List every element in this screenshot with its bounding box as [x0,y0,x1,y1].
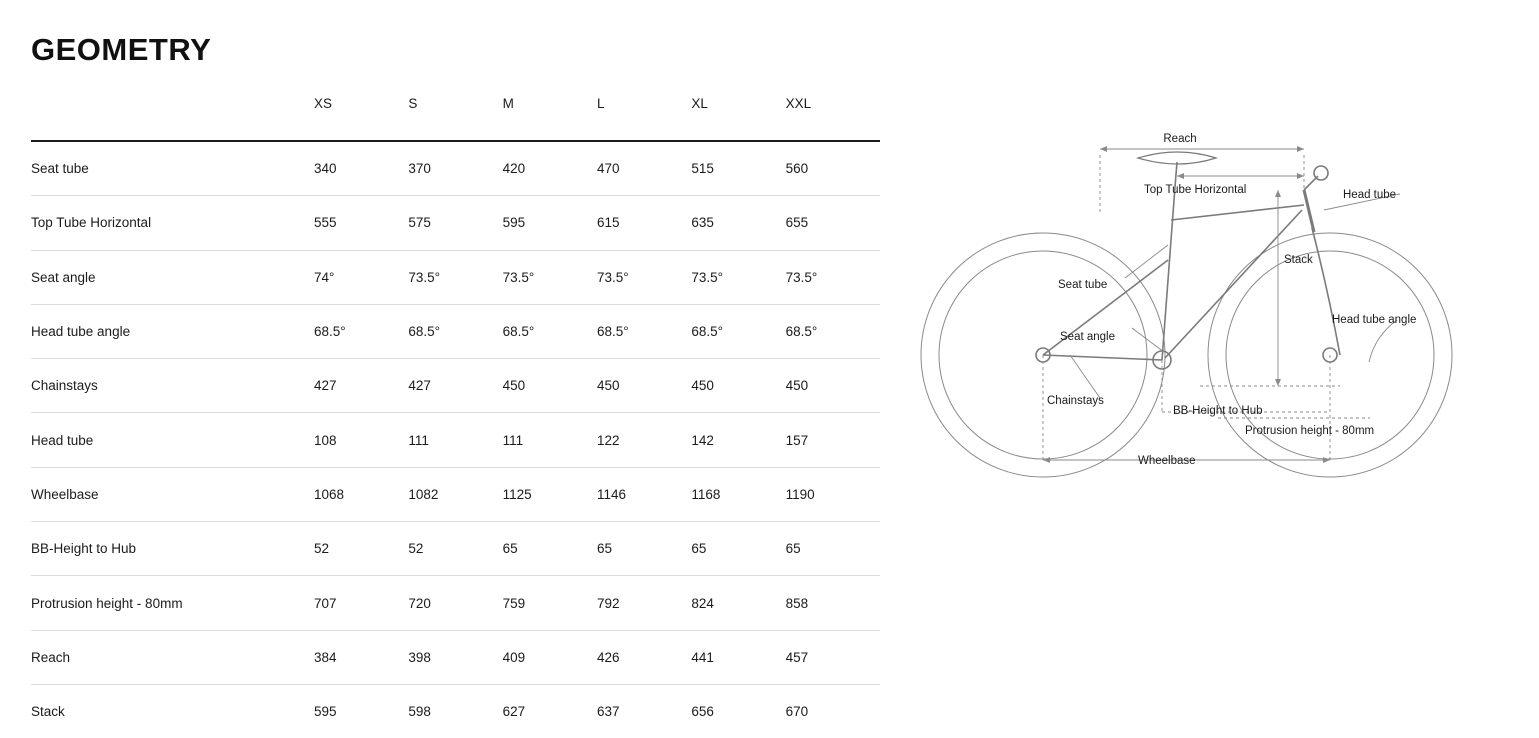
diagram-label-head-tube: Head tube [1343,189,1397,201]
geometry-table-container [31,86,880,738]
row-label: Head tube [31,432,94,448]
cell-value: 68.5° [408,324,441,340]
row-label: Protrusion height - 80mm [31,595,183,611]
table-corner-header [31,86,314,141]
table-row [31,250,880,304]
table-body [31,141,880,738]
cell-value: 52 [408,541,424,557]
cell-value: 111 [408,432,429,448]
cell-value: 68.5° [314,324,346,340]
row-label: Chainstays [31,378,98,394]
cell-value: 73.5° [596,269,629,285]
cell-value: 450 [785,378,809,394]
table-row [31,304,880,358]
row-label: Wheelbase [31,486,99,502]
cell-value: 450 [502,378,526,394]
cell-value: 340 [314,161,337,177]
row-label: Top Tube Horizontal [31,215,152,231]
table-row [31,522,880,576]
table-head [31,86,880,141]
table-header-row [31,86,880,141]
cell-value: 65 [785,541,801,557]
cell-value: 450 [691,378,714,394]
column-header-m: M [503,86,597,141]
cell-value: 73.5° [502,269,535,285]
cell-value: 426 [596,649,620,665]
cell-value: 595 [314,704,337,720]
cell-value: 615 [596,215,620,231]
column-header-xxl: XXL [786,86,880,141]
cell-value: 450 [596,378,620,394]
cell-value: 560 [785,161,809,177]
cell-value: 142 [691,432,714,448]
cell-value: 68.5° [785,324,818,340]
row-label: Reach [31,649,71,665]
diagram-label-protrusion-height: Protrusion height - 80mm [1245,425,1375,437]
cell-value: 824 [691,595,714,611]
cell-value: 370 [408,161,431,177]
cell-value: 1068 [314,486,345,502]
row-label: BB-Height to Hub [31,541,137,557]
cell-value: 65 [502,541,518,557]
column-header-xs: XS [314,86,408,141]
row-label: Head tube angle [31,324,131,340]
row-label: Seat tube [31,161,89,177]
cell-value: 441 [691,649,714,665]
cell-value: 427 [314,378,337,394]
cell-value: 157 [785,432,809,448]
cell-value: 637 [596,704,620,720]
cell-value: 515 [691,161,714,177]
cell-value: 598 [408,704,431,720]
page-title: GEOMETRY [31,32,212,67]
cell-value: 655 [785,215,809,231]
cell-value: 73.5° [408,269,441,285]
cell-value: 1190 [785,486,815,502]
cell-value: 858 [785,595,809,611]
column-header-s: S [408,86,502,141]
cell-value: 759 [502,595,526,611]
cell-value: 457 [785,649,809,665]
cell-value: 111 [502,432,524,448]
cell-value: 720 [408,595,431,611]
cell-value: 65 [596,541,613,557]
diagram-label-seat-angle: Seat angle [1060,331,1115,343]
geometry-table [31,86,880,738]
cell-value: 1125 [502,486,532,502]
cell-value: 122 [596,432,620,448]
cell-value: 707 [314,595,337,611]
diagram-label-seat-tube: Seat tube [1058,279,1108,291]
cell-value: 74° [314,269,335,285]
diagram-label-bb-height-to-hub: BB-Height to Hub [1173,405,1263,417]
cell-value: 656 [691,704,714,720]
cell-value: 68.5° [691,324,723,340]
table-row [31,413,880,467]
cell-value: 73.5° [691,269,723,285]
diagram-label-wheelbase: Wheelbase [1138,455,1196,467]
diagram-label-top-tube-horizontal: Top Tube Horizontal [1144,184,1247,196]
table-row [31,467,880,521]
cell-value: 427 [408,378,431,394]
diagram-label-reach: Reach [1163,133,1197,145]
cell-value: 420 [502,161,526,177]
diagram-label-stack: Stack [1284,254,1313,266]
cell-value: 792 [596,595,620,611]
cell-value: 73.5° [785,269,818,285]
column-header-xl: XL [691,86,785,141]
cell-value: 555 [314,215,337,231]
cell-value: 1146 [596,486,627,502]
cell-value: 409 [502,649,526,665]
cell-value: 595 [502,215,526,231]
table-row [31,684,880,738]
cell-value: 470 [596,161,620,177]
cell-value: 575 [408,215,431,231]
diagram-label-head-tube-angle: Head tube angle [1332,314,1417,326]
table-row [31,359,880,413]
table-row [31,576,880,630]
cell-value: 1082 [408,486,439,502]
table-row [31,196,880,250]
cell-value: 384 [314,649,337,665]
cell-value: 108 [314,432,337,448]
cell-value: 68.5° [596,324,629,340]
cell-value: 627 [502,704,526,720]
cell-value: 52 [314,541,330,557]
cell-value: 398 [408,649,431,665]
cell-value: 670 [785,704,809,720]
cell-value: 65 [691,541,707,557]
cell-value: 1168 [691,486,721,502]
row-label: Stack [31,704,65,720]
column-header-l: L [597,86,691,141]
row-label: Seat angle [31,269,96,285]
diagram-label-chainstays: Chainstays [1047,395,1104,407]
table-row [31,630,880,684]
table-row [31,141,880,196]
cell-value: 635 [691,215,714,231]
bicycle-geometry-diagram [900,133,1520,550]
cell-value: 68.5° [502,324,535,340]
